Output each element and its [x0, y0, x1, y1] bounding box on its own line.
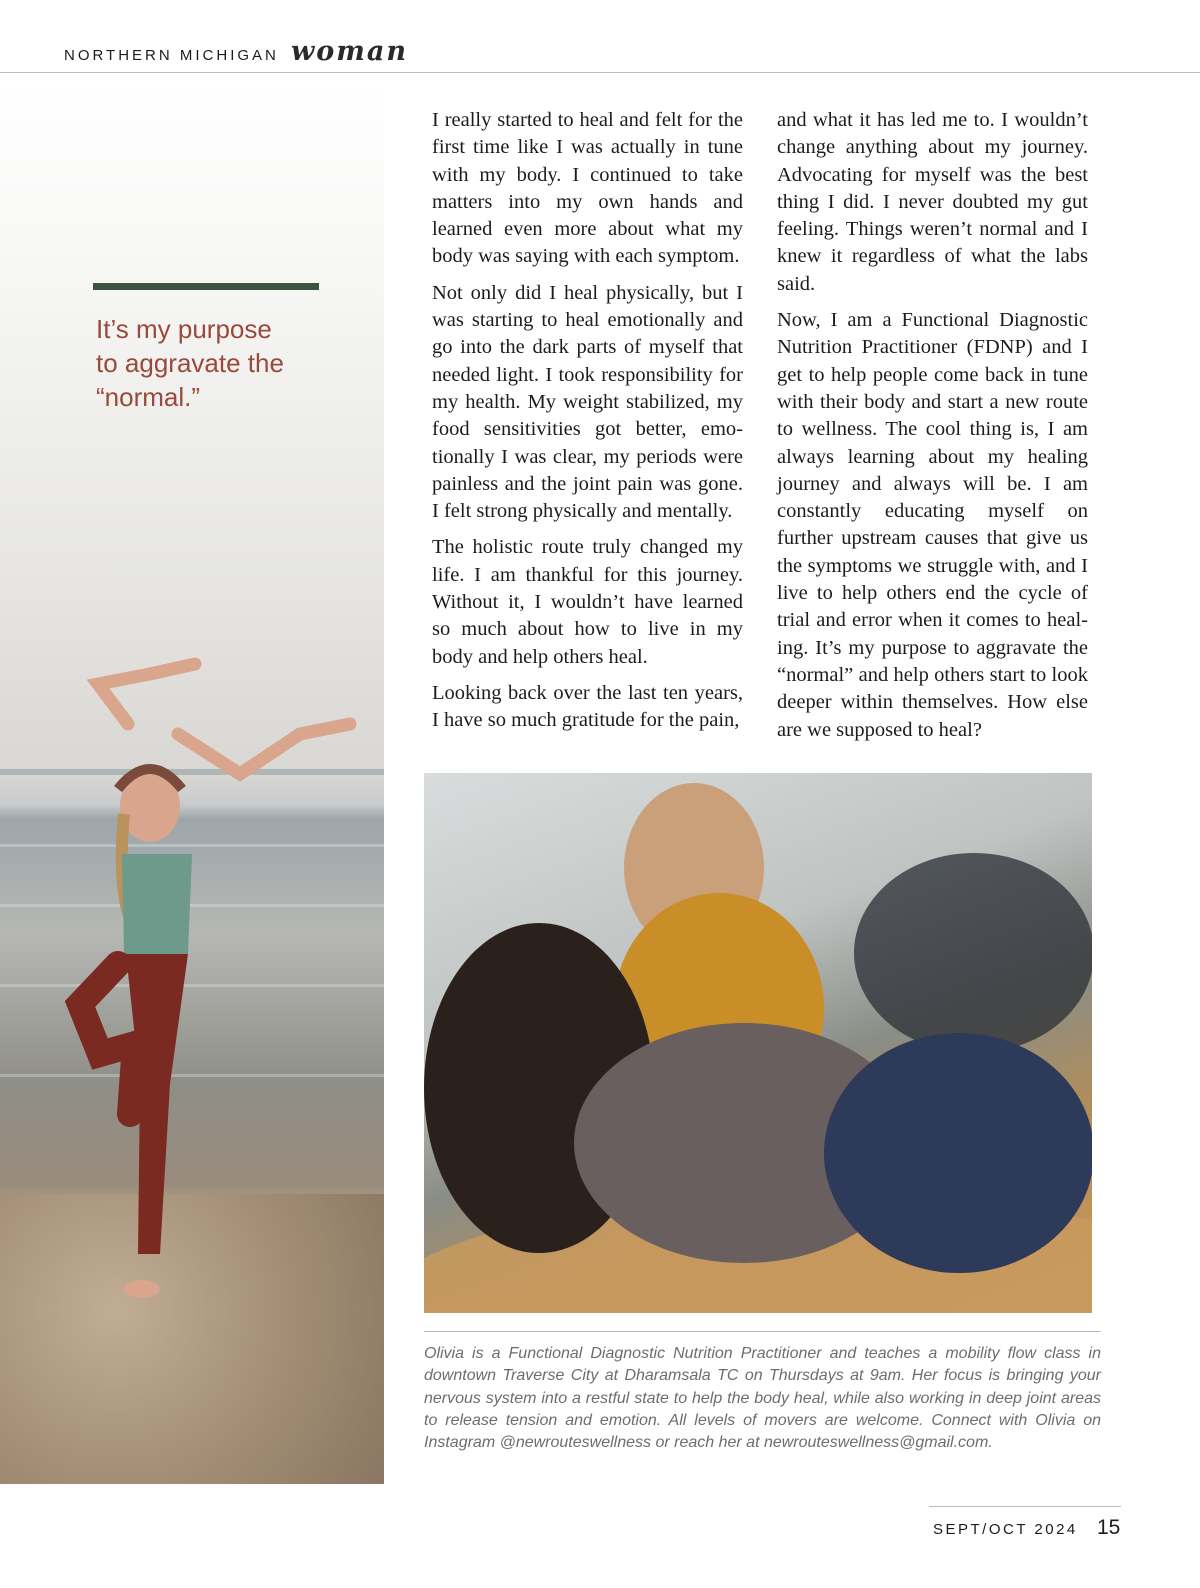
paragraph: The holistic route truly changed my life. I am thankful for this journey. Without it, I wouldn’t have learned so much about how to live in my body and help others heal. [432, 536, 743, 668]
yoga-figure-illustration [0, 84, 384, 1484]
pull-quote: It’s my purpose to aggravate the “normal.” [96, 314, 284, 412]
background-student [854, 853, 1092, 1053]
magazine-header [0, 0, 1200, 73]
issue-date: SEPT/OCT 2024 [933, 1521, 1078, 1538]
footer-rule [929, 1506, 1121, 1507]
paragraph: Looking back over the last ten years, I have so much gratitude for the pain, [432, 681, 743, 732]
pull-quote-rule [93, 283, 319, 290]
article-column-1 [432, 107, 743, 744]
studio-yoga-photo [424, 773, 1092, 1313]
caption-rule [424, 1331, 1101, 1332]
magazine-name-script: woman [291, 36, 408, 67]
paragraph: I really started to heal and felt for the first time like I was actually in tune with my body. I continued to take matters into my own hands and learned even more about what my body was saying with each symptom. [432, 109, 743, 268]
magazine-name: NORTHERN MICHIGAN [64, 47, 279, 64]
article-column-2 [777, 107, 1088, 753]
paragraph: Not only did I heal physically, but I was starting to heal emotionally and go into the dark parts of myself that needed light. I took responsibility for my health. My weight stabilized, my food sensitivities got better, emotionally I was clear, my periods were painless and the joint pain was gone. I felt strong physically and mentally. [432, 281, 743, 523]
student-leggings [824, 1033, 1092, 1273]
photo-caption: Olivia is a Functional Diagnostic Nutrition Practitioner and teaches a mobility flow class in downtown Traverse City at Dharamsala TC on Thursdays at 9am. Her focus is bringing your nervous system into a restful state to help the body heal, while also working in deep joint areas to release tension and emotion. All levels of movers are welcome. Connect with Olivia on Instagram @newrouteswellness or reach her at newrouteswellness@gmail.com. [424, 1345, 1101, 1452]
page-number: 15 [1097, 1516, 1121, 1539]
beach-yoga-photo [0, 84, 384, 1484]
paragraph: Now, I am a Functional Diagnostic Nutrition Practitioner (FDNP) and I get to help people come back in tune with their body and start a new route to wellness. The cool thing is, I am always learning about my healing journey and always will be. I am constantly educating myself on further upstream causes that give us the symptoms we struggle with, and I live to help others end the cycle of trial and error when it comes to healing. It’s my purpose to aggravate the “normal” and help others start to look deeper within themselves. How else are we supposed to heal? [777, 309, 1088, 741]
paragraph: and what it has led me to. I wouldn’t change anything about my journey. Advocating for myself was the best thing I did. I never doubted my gut feeling. Things weren’t normal and I knew it regardless of what the labs said. [777, 109, 1088, 295]
